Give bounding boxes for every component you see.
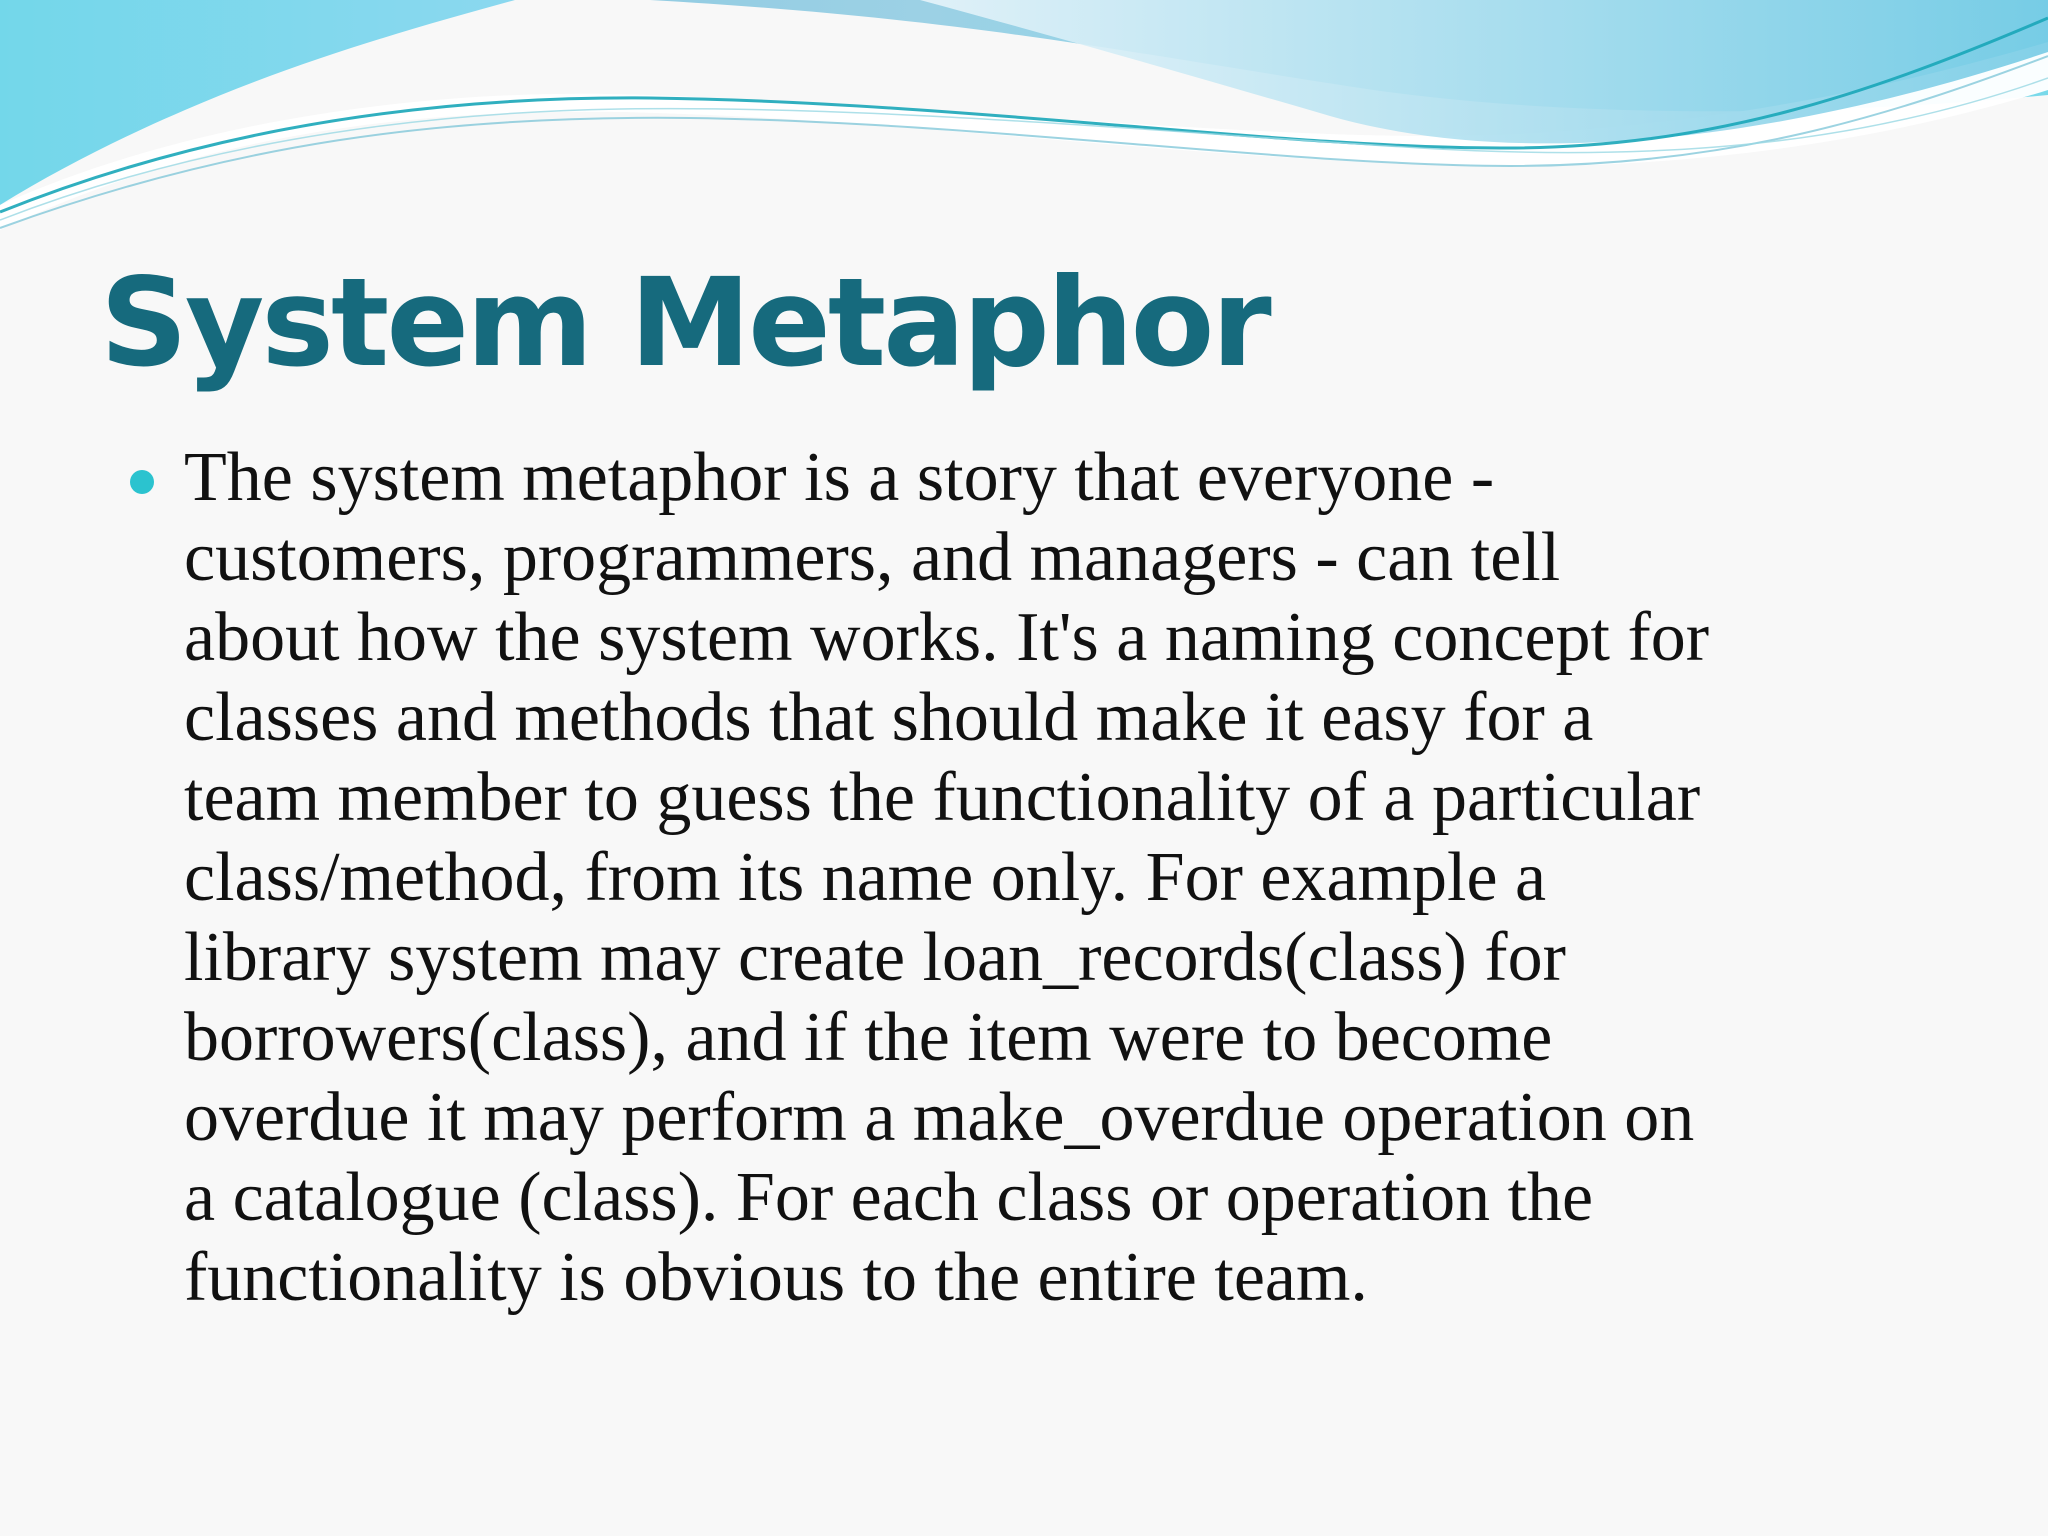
bullet-dot-icon (130, 470, 154, 494)
paragraph-line: The system metaphor is a story that everyone - (184, 439, 1495, 516)
paragraph-line: functionality is obvious to the entire team. (184, 1239, 1368, 1316)
bullet-list (130, 438, 1930, 1318)
paragraph-line: overdue it may perform a make_overdue operation on (184, 1079, 1695, 1156)
wave-header-decoration (0, 0, 2048, 240)
paragraph-line: customers, programmers, and managers - can tell (184, 519, 1561, 596)
bullet-paragraph (184, 438, 1930, 1318)
paragraph-line: team member to guess the functionality of a particular (184, 759, 1701, 836)
paragraph-line: classes and methods that should make it easy for a (184, 679, 1594, 756)
slide-title: System Metaphor (100, 252, 1269, 394)
bullet-item (130, 438, 1930, 1318)
paragraph-line: borrowers(class), and if the item were to become (184, 999, 1553, 1076)
paragraph-line: about how the system works. It's a naming concept for (184, 599, 1710, 676)
paragraph-line: library system may create loan_records(class) for (184, 919, 1566, 996)
paragraph-line: a catalogue (class). For each class or operation the (184, 1159, 1594, 1236)
paragraph-line: class/method, from its name only. For example a (184, 839, 1547, 916)
